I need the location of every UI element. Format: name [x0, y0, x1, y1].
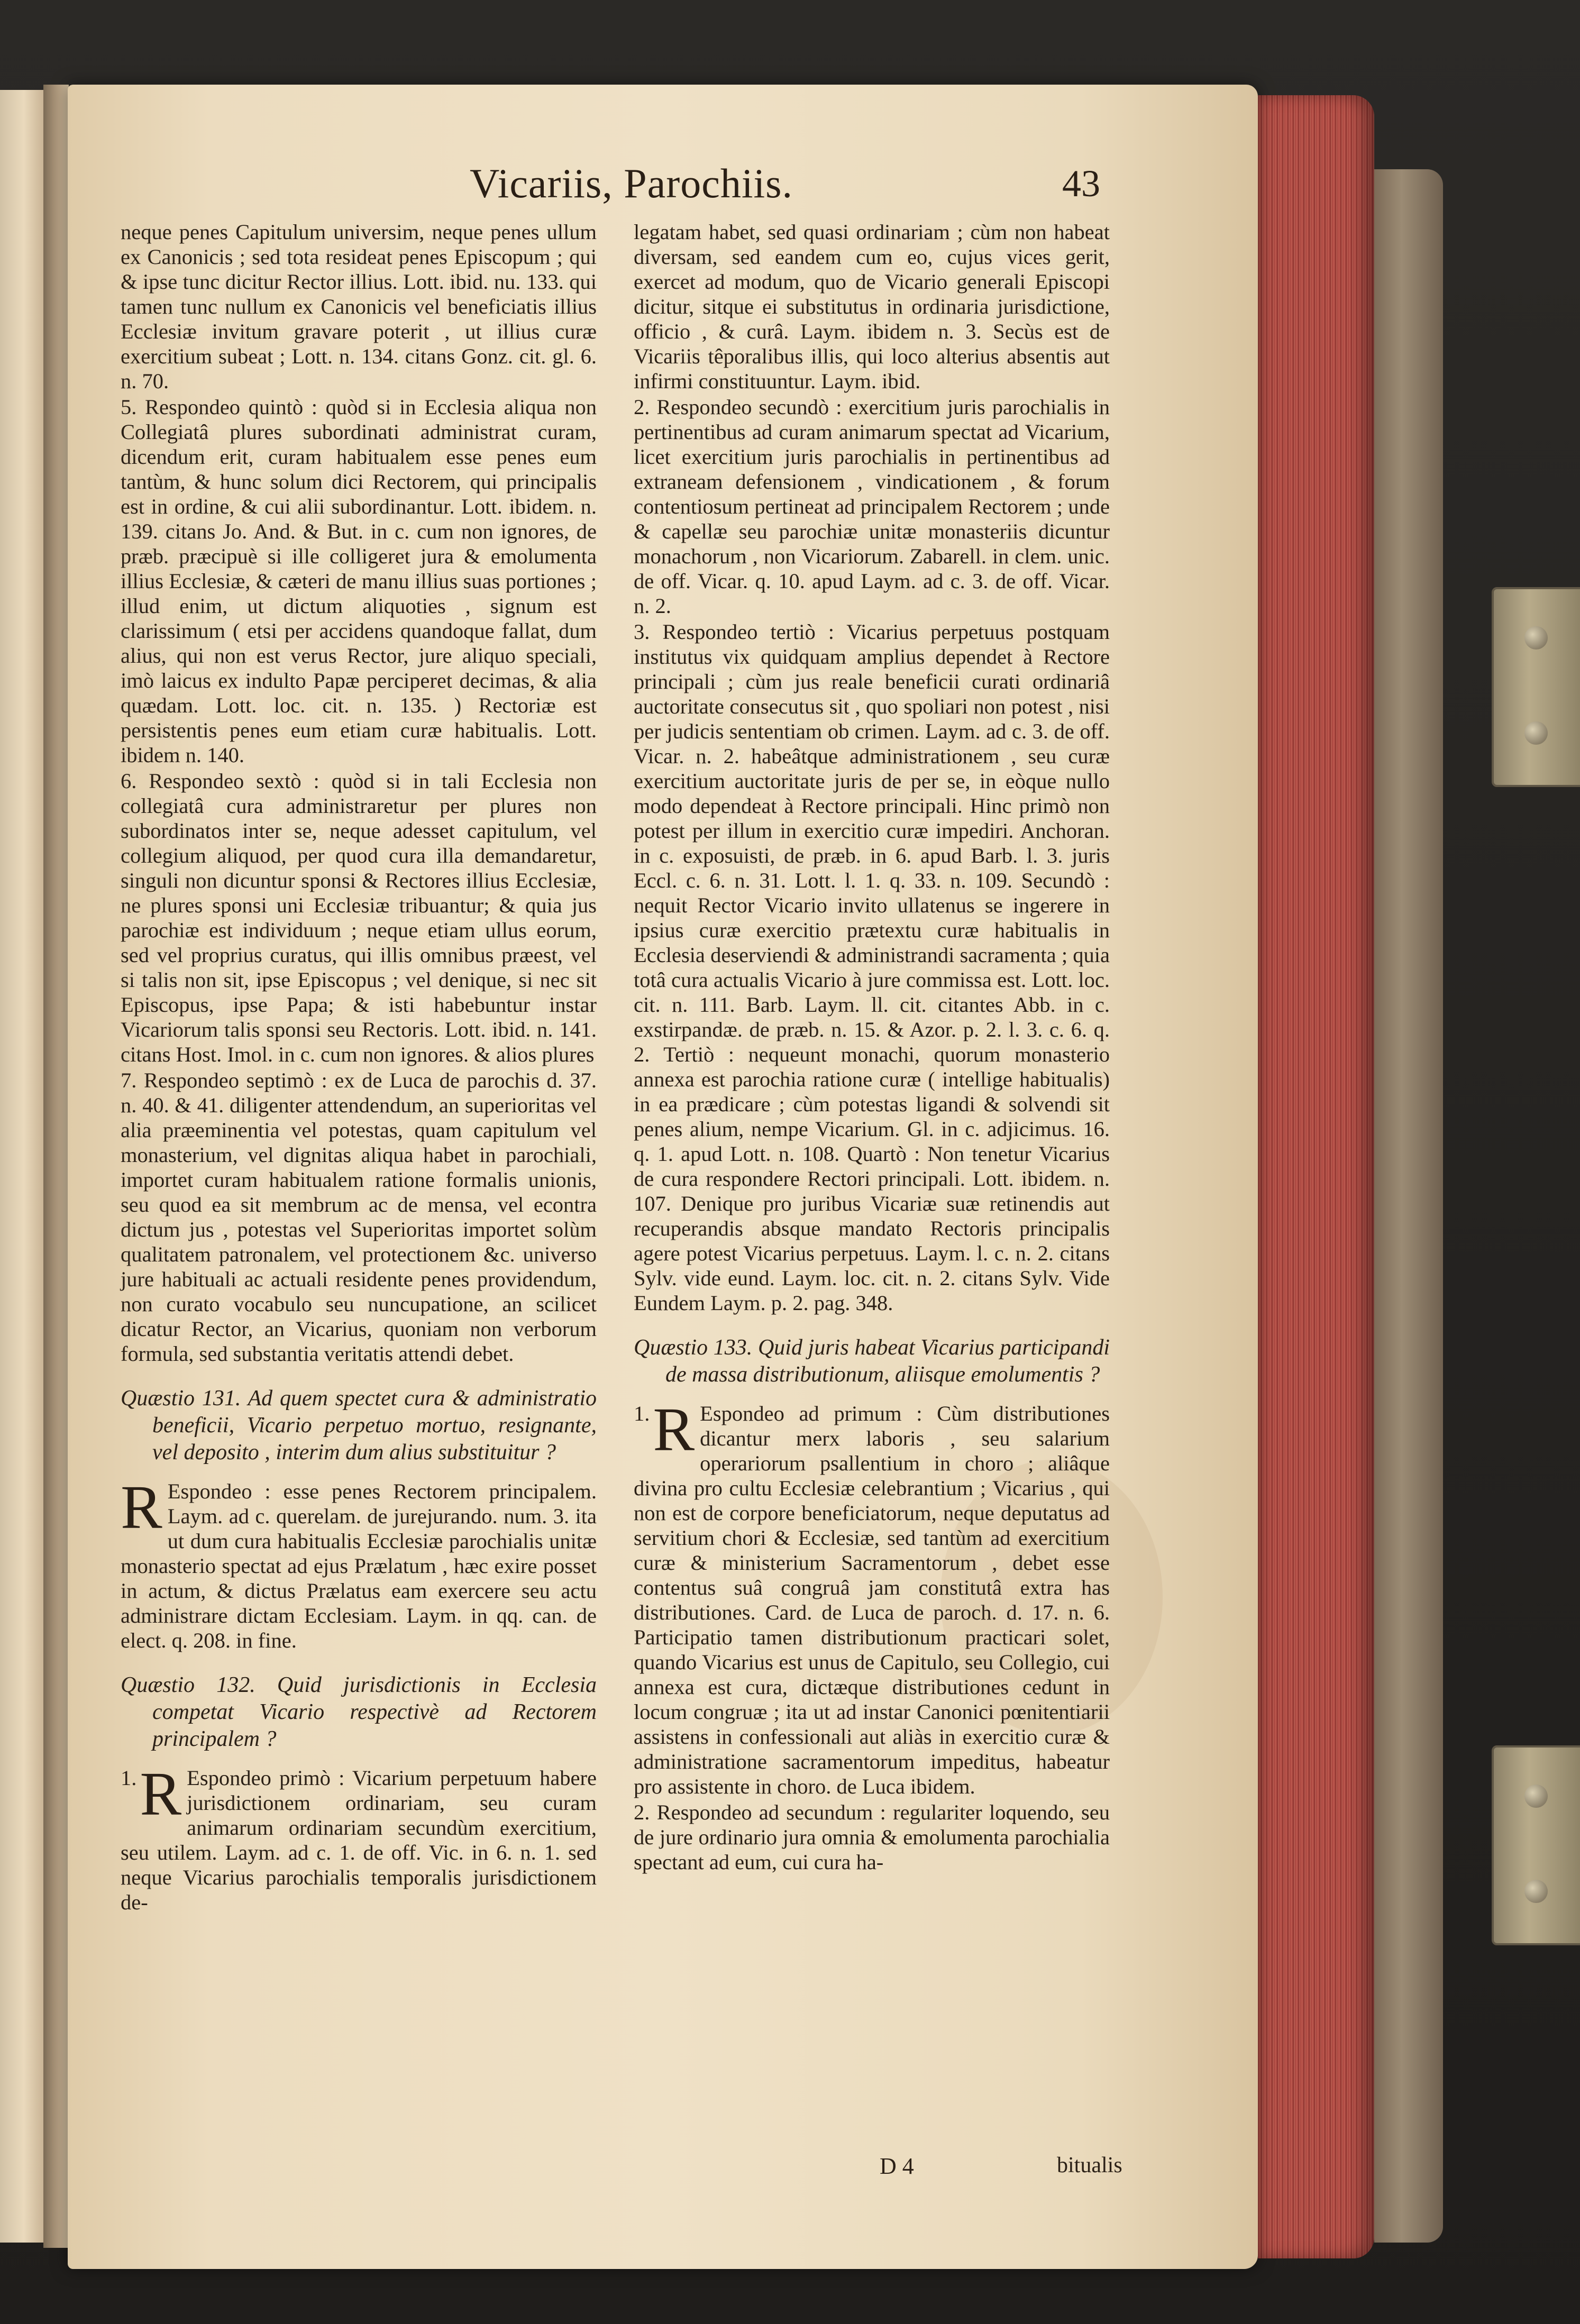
paragraph: 5. Respondeo quintò : quòd si in Ecclesia aliqua non Collegiatâ plures subordinati administrat curam, dicendum erit, curam habitualem esse penes eum tantùm, & hunc solum dici Rectorem, qui principalis est in ordine, & cui alii subordinantur. Lott. ibidem. n. 139. citans Jo. And. & But. in c. cum non ignores, de præb. præcipuè si ille colligeret jura & emolumenta illius Ecclesiæ, & cæteri de manu illius suas portiones ; illud enim, ut dictum aliquoties , signum est clarissimum ( etsi per accidens quandoque fallat, dum alius, qui non est verus Rector, jure aliquo speciali, imò laicus ex indulto Papæ perciperet decimas, & alia quædam. Lott. loc. cit. n. 135. ) Rectoriæ est persistentis penes eum etiam curæ habitualis. Lott. ibidem n. 140. [121, 395, 597, 767]
metal-clasp-bottom [1492, 1745, 1580, 1945]
paragraph: neque penes Capitulum universim, neque penes ullum ex Canonicis ; sed tota resideat penes Episcopum ; qui & ipse tunc dicitur Rector illius. Lott. ibid. nu. 133. qui tamen tunc nullum ex Canonicis vel beneficiatis illius Ecclesiæ invitum gravare poterit , ut illius curæ exercitium subeat ; Lott. n. 134. citans Gonz. cit. gl. 6. n. 70. [121, 220, 597, 393]
left-page-edge [0, 90, 45, 2243]
answer-paragraph [121, 1472, 597, 1653]
answer-text: Espondeo primò : Vicarium perpetuum habere jurisdictionem ordinariam, seu curam animarum ordinariam secundùm exercitium, seu utilem. Laym. ad c. 1. de off. Vic. in 6. n. 1. sed neque Vicarius parochialis temporalis jurisdictionem de- [121, 1766, 597, 1914]
answer-paragraph [121, 1759, 597, 1915]
cover-board [1374, 169, 1443, 2243]
paragraph: 2. Respondeo secundò : exercitium juris parochialis in pertinentibus ad curam animarum spectat ad Vicarium, licet exercitium juris parochialis in pertinentibus ad extraneam defensionem , vindicationem , & forum contentiosum pertineat ad principalem Rectorem ; unde & capellæ seu parochiæ unitæ monasteriis dicuntur monachorum , non Vicariorum. Zabarell. in clem. unic. de off. Vicar. q. 10. apud Laym. ad c. 3. de off. Vicar. n. 2. [634, 395, 1110, 618]
paragraph: 2. Respondeo ad secundum : regulariter loquendo, seu de jure ordinario jura omnia & emolumenta parochialia spectant ad eum, cui cura ha- [634, 1800, 1110, 1874]
drop-capital: R [140, 1759, 182, 1828]
answer-text: Espondeo ad primum : Cùm distributiones dicantur merx laboris , seu salarium operariorum psallentium in choro ; aliâque divina pro cultu Ecclesiæ celebrantium ; Vicarius , qui non est de corpore beneficiatorum, neque deputatus ad servitium chori & Ecclesiæ, sed tantùm ad exercitium curæ & ministerium Sacramentorum , debet esse contentus suâ congruâ jam constitutâ extra has distributiones. Card. de Luca de paroch. d. 17. n. 6. Participatio tamen distributionum practicari solet, quando Vicarius est unus de Capitulo, seu Collegio, cui annexa est cura, dictæque distributiones cedunt in locum congruæ ; ita ut ad instar Canonici pœnitentiarii assistens in confessionali aut aliàs in exercitio curæ & administratione sacramentorum impeditus, habeatur pro assistente in choro. de Luca ibidem. [634, 1402, 1110, 1798]
book-page [68, 85, 1258, 2269]
answer-paragraph [634, 1395, 1110, 1799]
running-title: Vicariis, Parochiis. [470, 160, 793, 206]
question-heading: Quæstio 131. Ad quem spectet cura & administratio beneficii, Vicario perpetuo mortuo, resignante, vel deposito , interim dum alius substituitur ? [121, 1386, 597, 1465]
left-column [121, 219, 597, 1916]
page-number: 43 [1062, 162, 1100, 205]
book-gutter [43, 85, 69, 2248]
paragraph: 7. Respondeo septimò : ex de Luca de parochis d. 37. n. 40. & 41. diligenter attendendum, an superioritas vel alia præeminentia vel potestas, quam capitulum vel monasterium, vel dignitas aliqua habet in parochiali, importet curam habitualem ratione formalis unionis, seu quod ea sit membrum ac de mensa, vel econtra dictum jus , potestas vel Superioritas importet solùm qualitatem patronalem, vel protectionem &c. universo jure habituali ac actuali residente penes providendum, non curato vocabulo seu nuncupatione, an scilicet dicatur Rector, an Vicarius, quoniam non verborum formula, sed substantia veritatis attendi debet. [121, 1068, 597, 1366]
question-heading: Quæstio 132. Quid jurisdictionis in Ecclesia competat Vicario respectivè ad Rectorem principalem ? [121, 1673, 597, 1751]
paragraph: legatam habet, sed quasi ordinariam ; cùm non habeat diversam, sed eandem cum eo, cujus vices gerit, exercet ad modum, quo de Vicario generali Episcopi dicitur, sitque ei substitutus in ordinaria jurisdictione, officio , & curâ. Laym. ibidem n. 3. Secùs est de Vicariis têporalibus illis, qui loco alterius absentis aut infirmi constituuntur. Laym. ibid. [634, 220, 1110, 393]
right-column [634, 219, 1110, 1875]
answer-text: Espondeo : esse penes Rectorem principalem. Laym. ad c. querelam. de jurejurando. num. 3. ita ut dum cura habitualis Ecclesiæ parochialis unitæ monasterio spectat ad ejus Prælatum , hæc exire posset in actum, & dictus Prælatus eam exercere seu actu administrare dictam Ecclesiam. Laym. in qq. can. de elect. q. 208. in fine. [121, 1479, 597, 1652]
running-head [68, 160, 1258, 207]
catchword: bitualis [1057, 2153, 1122, 2177]
signature-mark: D 4 [880, 2153, 914, 2179]
answer-number: 1. [634, 1402, 650, 1425]
metal-clasp-top [1492, 587, 1580, 787]
paragraph: 3. Respondeo tertiò : Vicarius perpetuus postquam institutus vix quidquam amplius dependet à Rectore principali ; cùm jus reale beneficii curati ordinariâ auctoritate consecutus sit , quo spoliari non potest , nisi per judicis sententiam ob crimen. Laym. ad c. 3. de off. Vicar. n. 2. habeâtque administrationem , seu curæ exercitium auctoritate juris de per se, in eòque nullo modo dependeat à Rectore principali. Hinc primò non potest per illum in exercitio curæ impediri. Anchoran. in c. exposuisti, de præb. in 6. apud Barb. l. 3. juris Eccl. c. 6. n. 31. Lott. l. 1. q. 33. n. 109. Secundò : nequit Rector Vicario invito ullatenus se ingerere in ipsius curæ exercitio prætextu curæ habitualis in Ecclesia deserviendi & administrandi sacramenta ; quia totâ cura actualis Vicario à jure commissa est. Lott. loc. cit. n. 111. Barb. Laym. ll. cit. citantes Abb. in c. exstirpandæ. de præb. n. 15. & Azor. p. 2. l. 3. c. 6. q. 2. Tertiò : nequeunt monachi, quorum monasterio annexa est parochia ratione curæ ( intellige habitualis) in ea prædicare ; cùm potestas ligandi & solvendi sit penes alium, nempe Vicarium. Gl. in c. adjicimus. 16. q. 1. apud Lott. n. 108. Quartò : Non tenetur Vicarius de cura respondere Rectori principali. Lott. ibidem. n. 107. Denique pro juribus Vicariæ suæ retinendis aut recuperandis absque mandato Rectoris principalis agere potest Vicarius perpetuus. Laym. l. c. n. 2. citans Sylv. vide eund. Laym. loc. cit. n. 2. citans Sylv. Vide Eundem Laym. p. 2. pag. 348. [634, 620, 1110, 1315]
drop-capital: R [121, 1472, 162, 1542]
paragraph: 6. Respondeo sextò : quòd si in tali Ecclesia non collegiatâ cura administraretur per plures non subordinatos inter se, neque adesset capitulum, vel collegium aliquod, per quod cura illa demandaretur, singuli non dicuntur sponsi & Rectores illius Ecclesiæ, ne plures sponsi uni Ecclesiæ tribuantur; & quia jus parochiæ est individuum ; neque etiam ullus eorum, sed vel proprius curatus, qui illis omnibus præest, vel si talis non sit, ipse Episcopus ; vel denique, si nec sit Episcopus, ipse Papa; & isti habebuntur instar Vicariorum talis sponsi seu Rectoris. Lott. ibid. n. 141. citans Host. Imol. in c. cum non ignores. & alios plures [121, 769, 597, 1066]
answer-number: 1. [121, 1766, 137, 1790]
red-page-edges [1258, 95, 1374, 2258]
question-heading: Quæstio 133. Quid juris habeat Vicarius participandi de massa distributionum, aliisque emolumentis ? [634, 1335, 1110, 1387]
drop-capital: R [653, 1395, 695, 1464]
